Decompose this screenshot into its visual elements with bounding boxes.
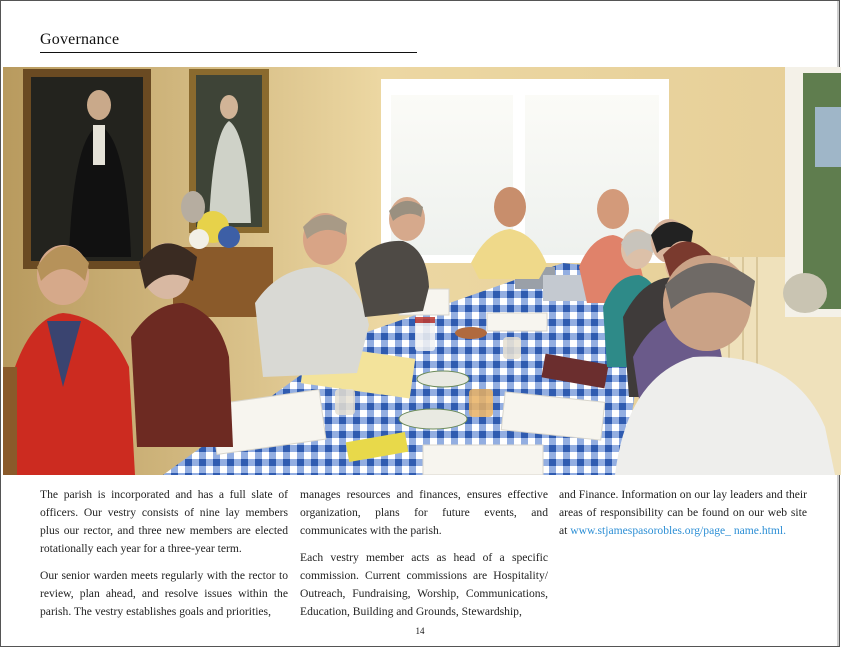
text-column-3 xyxy=(559,486,807,549)
paragraph: manages resources and finances, ensures effective organization, plans for future events, and communicates with the parish. xyxy=(300,488,548,537)
website-link[interactable]: www.stjamespasorobles.org/page_ name.html. xyxy=(570,524,787,537)
title-rule xyxy=(40,52,417,53)
section-title: Governance xyxy=(40,31,120,48)
paragraph: Each vestry member acts as head of a specific commission. Current commissions are Hospitality/ Outreach, Fundraising, Worship, Communications, Education, Building and Grounds, Stewardship, xyxy=(300,551,548,618)
paragraph xyxy=(559,486,807,540)
paragraph-text: and Finance. Information on our lay leaders and their areas of responsibility can be found on our web site at xyxy=(559,488,807,537)
text-column-1 xyxy=(40,486,288,630)
paragraph: The parish is incorporated and has a full slate of officers. Our vestry consists of nine lay members plus our rector, and three new members are elected rotationally each year for a three-year term. xyxy=(40,488,288,555)
page-number: 14 xyxy=(415,626,425,636)
paragraph: Our senior warden meets regularly with the rector to review, plan ahead, and resolve issues within the parish. The vestry establishes goals and priorities, xyxy=(40,569,288,618)
text-column-2 xyxy=(300,486,548,630)
vestry-meeting-photo xyxy=(3,67,841,475)
